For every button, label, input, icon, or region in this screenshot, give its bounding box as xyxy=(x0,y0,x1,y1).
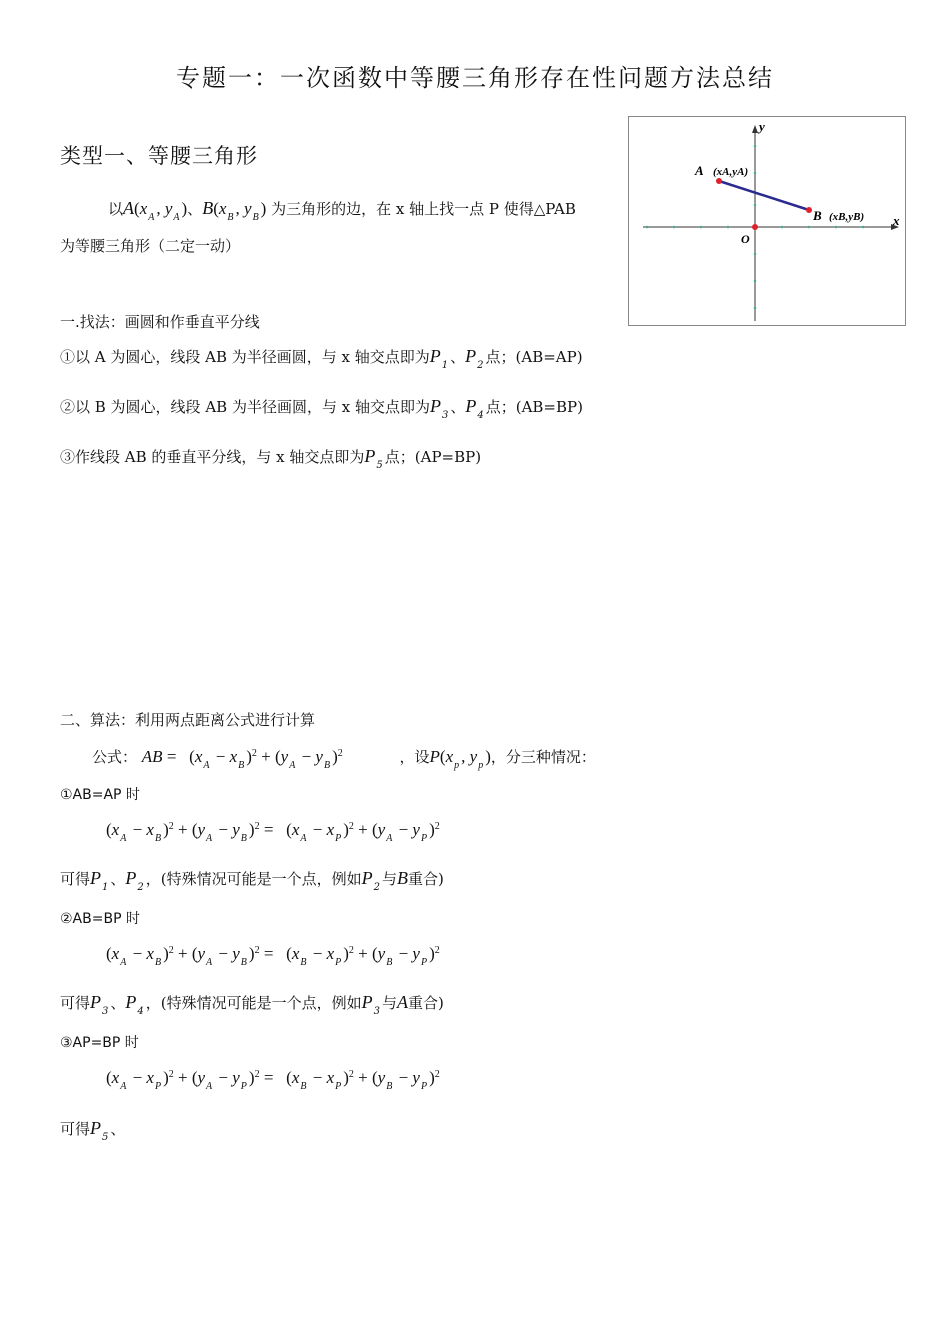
section-heading: 类型一、等腰三角形 xyxy=(60,144,258,168)
case2-equation: ($x_A - x_B$ )$^2 + (y_A - y_B$ )$^2 = (x_B - x_P$ )$^2 + (y_B - y_P$ )$^2$ xyxy=(106,944,440,968)
page-title: 专题一：一次函数中等腰三角形存在性问题方法总结 xyxy=(176,64,774,92)
y-axis-arrow xyxy=(752,125,758,133)
point-b-label: B xyxy=(813,208,822,223)
point-a-label: A xyxy=(695,163,704,178)
case2-result: 可得$P_3$ 、$P_4$ ，(特殊情况可能是一个点，例如$P_3$ 与A重合) xyxy=(60,992,444,1017)
case1-equation: ($x_A - x_B$ )$^2 + (y_A - y_B$ )$^2 = (x_A - x_P$ )$^2 + (y_A - y_P$ )$^2$ xyxy=(106,820,440,844)
case1-label: ①AB=AP 时 xyxy=(60,787,140,803)
point-a xyxy=(716,178,722,184)
origin-point xyxy=(752,224,758,230)
point-a-coord: (xA,yA) xyxy=(713,166,749,178)
case3-label: ③AP=BP 时 xyxy=(60,1035,139,1051)
method1-heading: 一.找法：画圆和作垂直平分线 xyxy=(60,313,260,331)
x-axis-label: x xyxy=(893,213,900,228)
case3-equation: ($x_A - x_P$ )$^2 + (y_A - y_P$ )$^2 = (x_B - x_P$ )$^2 + (y_B - y_P$ )$^2$ xyxy=(106,1068,440,1092)
method2-heading: 二、算法：利用两点距离公式进行计算 xyxy=(60,711,316,729)
point-b-coord: (xB,yB) xyxy=(829,211,865,223)
distance-formula: 公式： AB = ($x_A - x_B$ )$^2 + (y_A - y_B$ )$^2$ ，设$P(x_p$ , $y_p$ )，分三种情况： xyxy=(92,747,596,771)
coordinate-plane xyxy=(629,117,905,325)
point-b xyxy=(806,207,812,213)
y-axis-label: y xyxy=(759,119,765,134)
case3-result: 可得$P_5$ 、 xyxy=(60,1118,126,1143)
segment-ab xyxy=(719,181,809,210)
intro-line: 以$A(x_A$ , $y_A$ )、$B(x_B$ , $y_B$ ) 为三角形的边，在 x 轴上找一点 P 使得△PAB xyxy=(108,198,576,223)
case1-result: 可得$P_1$ 、$P_2$ ，(特殊情况可能是一个点，例如$P_2$ 与B重合) xyxy=(60,868,444,893)
coordinate-figure xyxy=(628,116,906,326)
intro-line-2: 为等腰三角形（二定一动） xyxy=(60,237,241,255)
case2-label: ②AB=BP 时 xyxy=(60,911,140,927)
method1-step2: ②以 B 为圆心，线段 AB 为半径画圆，与 x 轴交点即为$P_3$ 、$P_4$ 点；(AB=BP) xyxy=(60,396,583,421)
origin-label: O xyxy=(741,232,750,246)
method1-step3: ③作线段 AB 的垂直平分线，与 x 轴交点即为$P_5$ 点；(AP=BP) xyxy=(60,446,482,471)
method1-step1: ①以 A 为圆心，线段 AB 为半径画圆，与 x 轴交点即为$P_1$ 、$P_2$ 点；(AB=AP) xyxy=(60,346,583,371)
